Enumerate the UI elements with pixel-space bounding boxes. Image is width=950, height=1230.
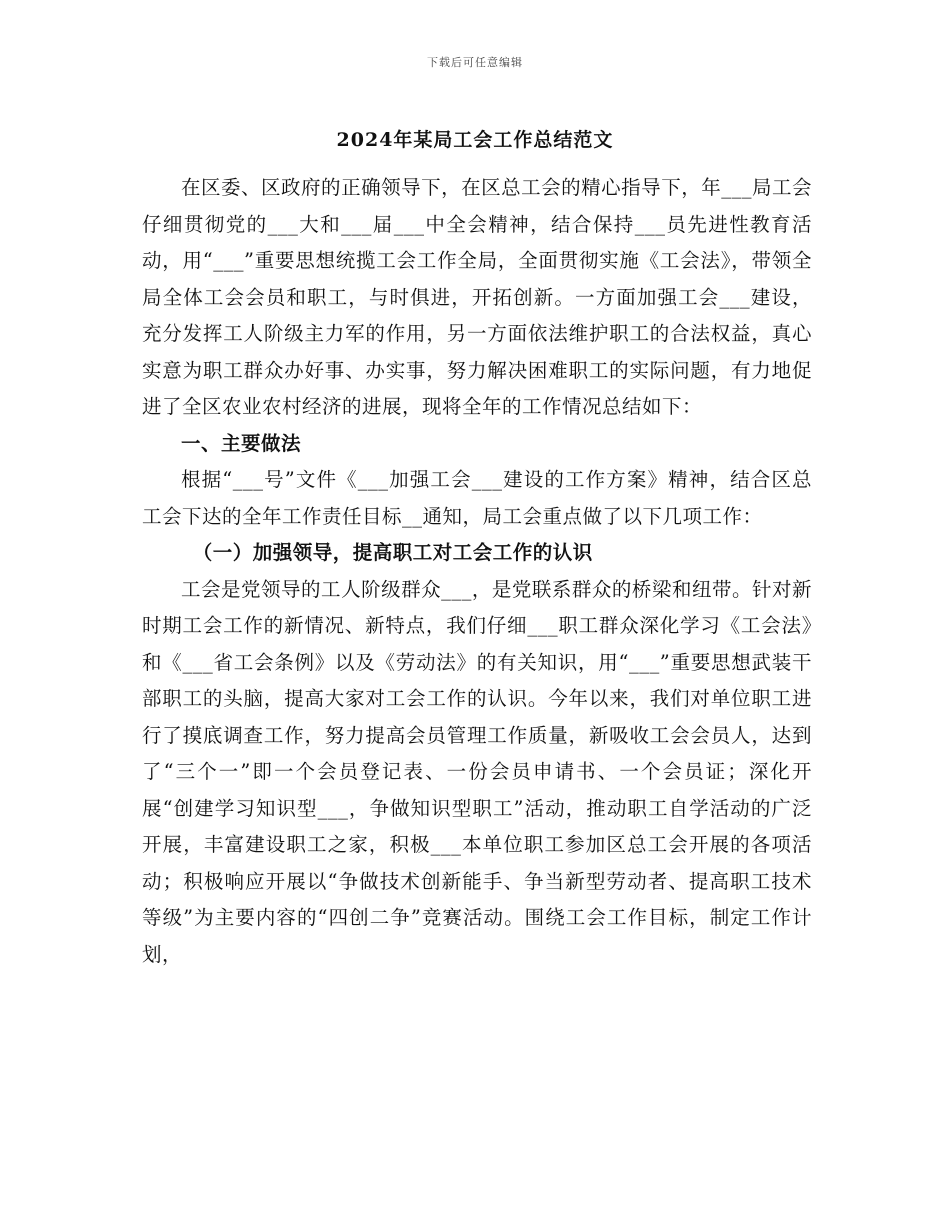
paragraph-union-role: 工会是党领导的工人阶级群众___，是党联系群众的桥梁和纽带。针对新时期工会工作的新情况、新特点，我们仔细___职工群众深化学习《工会法》和《___省工会条例》以及《劳动法》的有关知识，用“___”重要思想武装干部职工的头脑，提高大家对工会工作的认识。今年以来，我们对单位职工进行了摸底调查工作，努力提高会员管理工作质量，新吸收工会会员人，达到了“三个一”即一个会员登记表、一份会员申请书、一个会员证；深化开展“创建学习知识型___，争做知识型职工”活动，推动职工自学活动的广泛开展，丰富建设职工之家，积极___本单位职工参加区总工会开展的各项活动；积极响应开展以“争做技术创新能手、争当新型劳动者、提高职工技术等级”为主要内容的“四创二争”竞赛活动。围绕工会工作目标，制定工作计划，: [142, 577, 812, 966]
document-title: 2024年某局工会工作总结范文: [336, 129, 614, 151]
document-body: [142, 170, 812, 973]
paragraph-basis: 根据“___号”文件《___加强工会___建设的工作方案》精神，结合区总工会下达的全年工作责任目标__通知，局工会重点做了以下几项工作：: [142, 468, 812, 528]
section-heading-main-practices: 一、主要做法: [181, 431, 302, 455]
header-note: 下载后可任意编辑: [427, 56, 523, 69]
subsection-heading-leadership: （一）加强领导，提高职工对工会工作的认识: [192, 541, 593, 564]
intro-paragraph: 在区委、区政府的正确领导下，在区总工会的精心指导下，年___局工会仔细贯彻党的___大和___届___中全会精神，结合保持___员先进性教育活动，用“___”重要思想统揽工会工作全局，全面贯彻实施《工会法》，带领全局全体工会会员和职工，与时俱进，开拓创新。一方面加强工会___建设，充分发挥工人阶级主力军的作用，另一方面依法维护职工的合法权益，真心实意为职工群众办好事、办实事，努力解决困难职工的实际问题，有力地促进了全区农业农村经济的进展，现将全年的工作情况总结如下：: [142, 176, 812, 418]
